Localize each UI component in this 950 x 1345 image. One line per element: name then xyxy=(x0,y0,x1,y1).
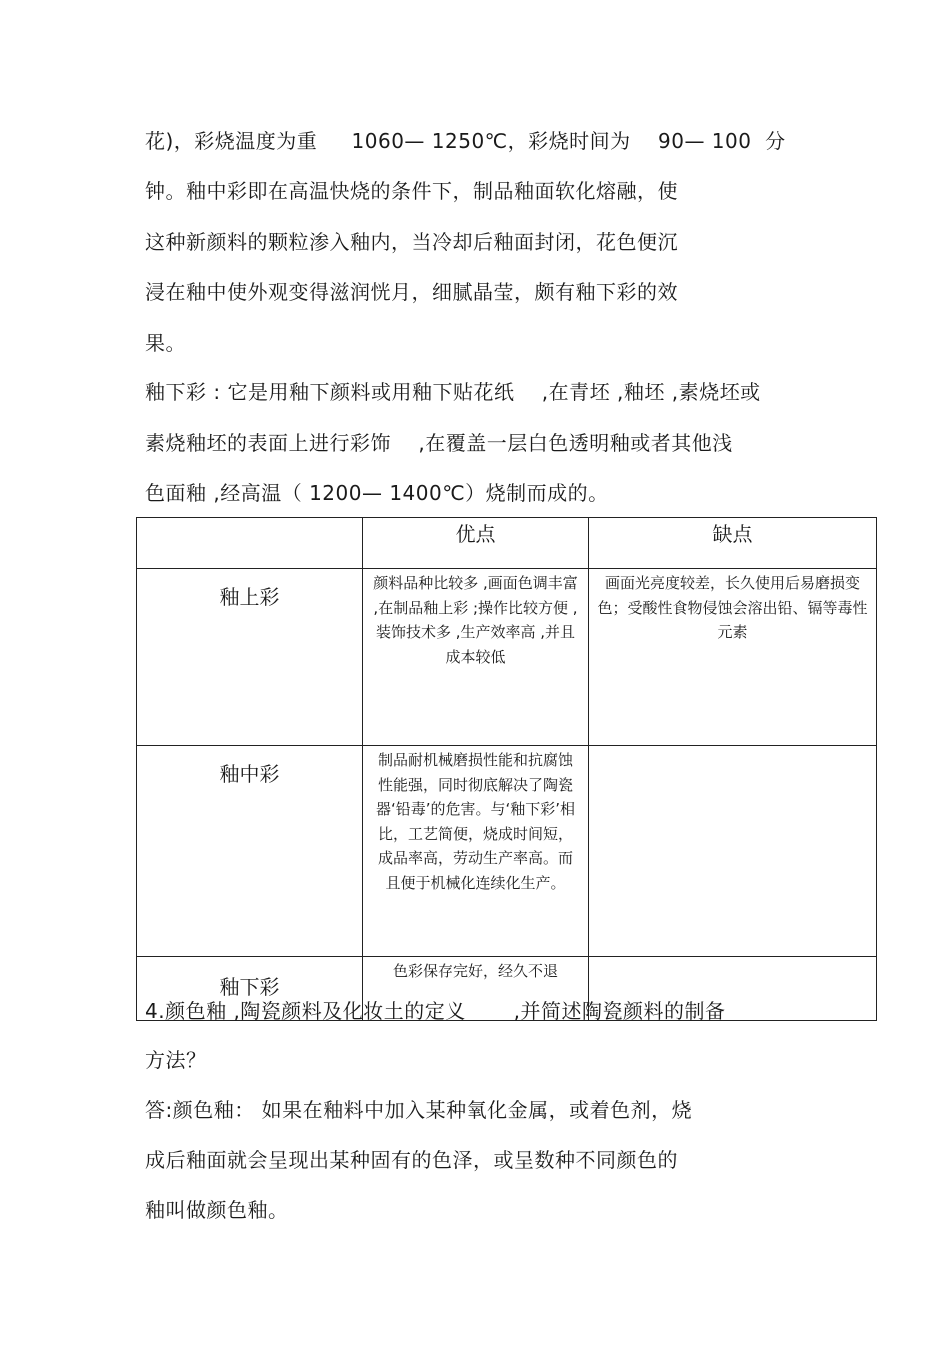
table-header-cons: 缺点 xyxy=(589,518,877,569)
pros-cell: 制品耐机械磨损性能和抗腐蚀性能强，同时彻底解决了陶瓷器‘铅毒’的危害。与‘釉下彩’相比，工艺简便，烧成时间短，成品率高，劳动生产率高。而且便于机械化连续化生产。 xyxy=(363,746,589,957)
text-line: 釉下彩 : 它是用釉下颜料或用釉下贴花纸 ,在青坯 ,釉坯 ,素烧坯或 xyxy=(145,380,761,404)
text-line: 浸在釉中使外观变得滋润恍月，细腻晶莹，颇有釉下彩的效 xyxy=(145,280,678,304)
cons-cell xyxy=(589,746,877,957)
pros-cell: 色彩保存完好，经久不退 xyxy=(363,957,589,1021)
answer-line: 釉叫做颜色釉。 xyxy=(145,1198,289,1222)
table-row xyxy=(137,746,877,957)
row-label: 釉下彩 xyxy=(137,957,363,1021)
answer-line: 成后釉面就会呈现出某种固有的色泽，或呈数种不同颜色的 xyxy=(145,1148,678,1172)
row-label: 釉中彩 xyxy=(137,746,363,957)
question-line: 4.颜色釉 ,陶瓷颜料及化妆土的定义 ,并简述陶瓷颜料的制备 xyxy=(145,999,726,1023)
text-line: 素烧釉坯的表面上进行彩饰 ,在覆盖一层白色透明釉或者其他浅 xyxy=(145,431,733,455)
table-header-row xyxy=(137,518,877,569)
text-line: 果。 xyxy=(145,331,186,355)
table-header-cell xyxy=(137,518,363,569)
text-line: 花)，彩烧温度为重 1060— 1250℃，彩烧时间为 90— 100 分 xyxy=(145,129,786,153)
table-row xyxy=(137,569,877,746)
pros-cell: 颜料品种比较多 ,画面色调丰富 ,在制品釉上彩 ;操作比较方便 ,装饰技术多 ,生产效率高 ,并且成本较低 xyxy=(363,569,589,746)
text-line: 这种新颜料的颗粒渗入釉内，当冷却后釉面封闭，花色便沉 xyxy=(145,230,678,254)
comparison-table xyxy=(136,517,877,1021)
text-line: 钟。釉中彩即在高温快烧的条件下，制品釉面软化熔融，使 xyxy=(145,179,678,203)
answer-line: 答:颜色釉： 如果在釉料中加入某种氧化金属，或着色剂，烧 xyxy=(145,1098,693,1122)
row-label: 釉上彩 xyxy=(137,569,363,746)
table-header-pros: 优点 xyxy=(363,518,589,569)
cons-cell: 画面光亮度较差，长久使用后易磨损变色；受酸性食物侵蚀会溶出铅、镉等毒性元素 xyxy=(589,569,877,746)
text-line: 色面釉 ,经高温（ 1200— 1400℃）烧制而成的。 xyxy=(145,481,609,505)
question-line: 方法？ xyxy=(145,1048,207,1072)
